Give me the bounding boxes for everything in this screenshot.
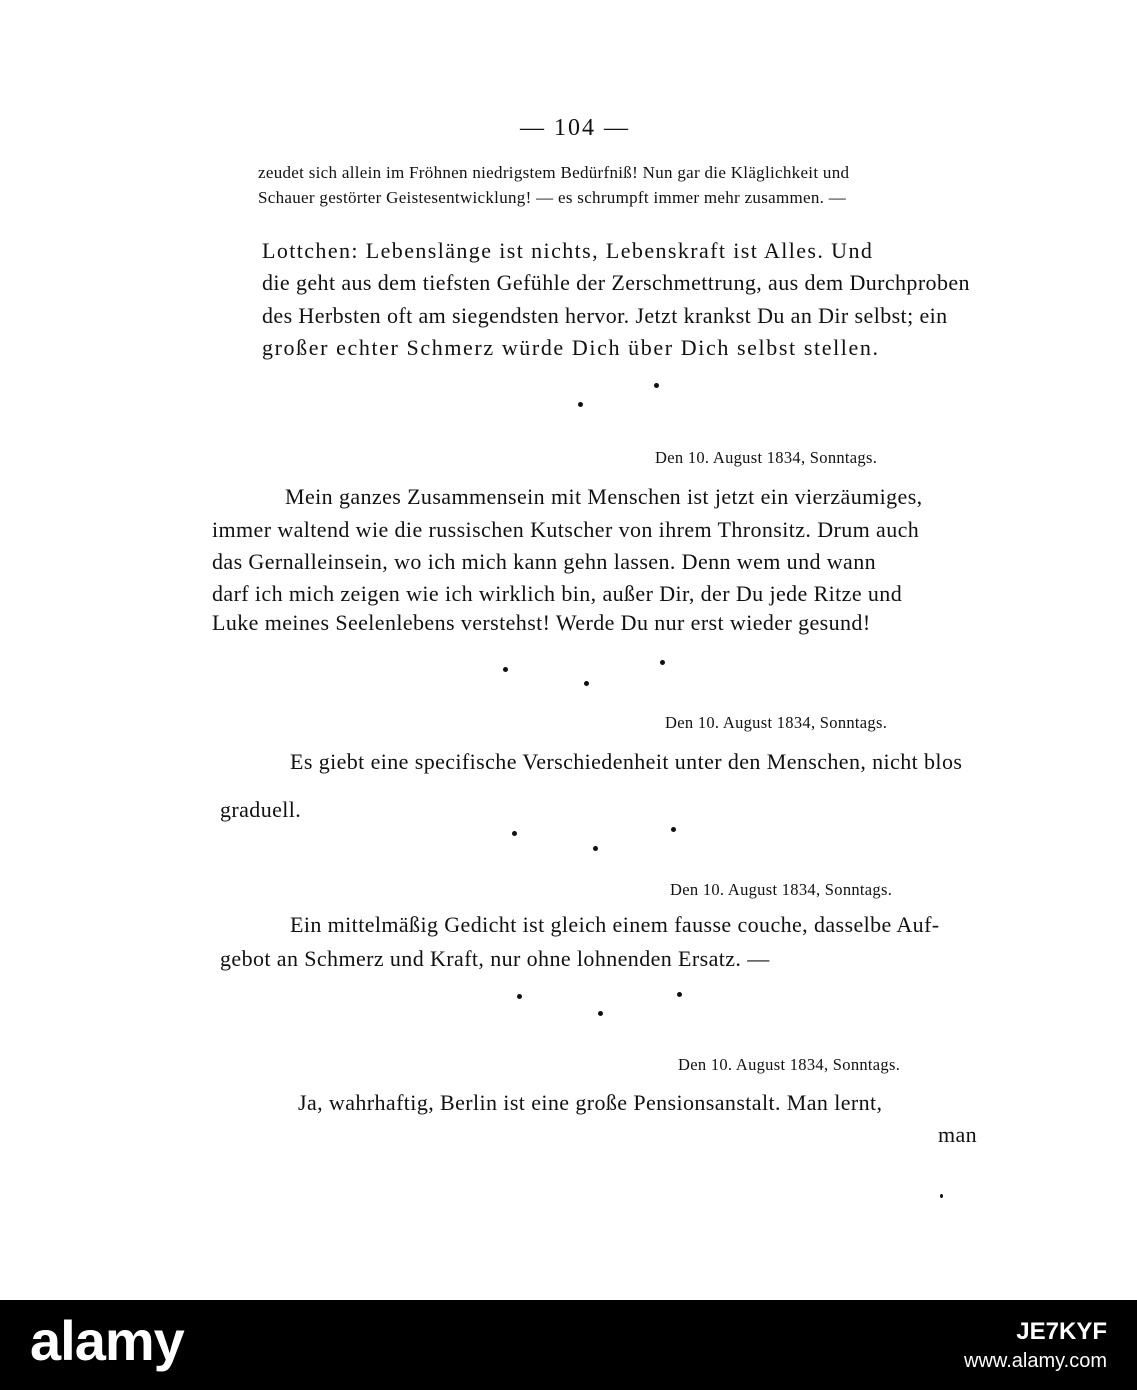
separator-dot <box>517 994 522 999</box>
separator-dot <box>598 1011 603 1016</box>
text-line: Lottchen: Lebenslänge ist nichts, Lebenskraft ist Alles. Und <box>262 238 874 263</box>
separator-dot <box>671 827 676 832</box>
text-line: darf ich mich zeigen wie ich wirklich bin, außer Dir, der Du jede Ritze und <box>212 581 903 606</box>
text-line: die geht aus dem tiefsten Gefühle der Zerschmettrung, aus dem Durchproben <box>262 270 970 295</box>
text-line: gebot an Schmerz und Kraft, nur ohne lohnenden Ersatz. — <box>220 946 770 971</box>
text-line: großer echter Schmerz würde Dich über Dich selbst stellen. <box>262 335 880 360</box>
separator-dot <box>677 992 682 997</box>
separator-dot <box>654 383 659 388</box>
separator-dot <box>593 846 598 851</box>
dateline: Den 10. August 1834, Sonntags. <box>665 713 888 732</box>
text-line: Es giebt eine specifische Verschiedenheit unter den Menschen, nicht blos <box>290 749 963 774</box>
separator-dot <box>940 1194 943 1198</box>
dateline: Den 10. August 1834, Sonntags. <box>678 1055 901 1074</box>
image-id: JE7KYF <box>1016 1318 1107 1345</box>
catchword: man <box>938 1122 978 1147</box>
dateline: Den 10. August 1834, Sonntags. <box>670 880 893 899</box>
separator-dot <box>503 667 508 672</box>
text-line: Mein ganzes Zusammensein mit Menschen ist jetzt ein vierzäumiges, <box>285 484 923 509</box>
dateline: Den 10. August 1834, Sonntags. <box>655 448 878 467</box>
alamy-logo: alamy <box>30 1309 184 1372</box>
page-number: — 104 — <box>520 115 630 141</box>
text-line: Schauer gestörter Geistesentwicklung! — es schrumpft immer mehr zusammen. — <box>258 188 847 207</box>
text-line: das Gernalleinsein, wo ich mich kann gehn lassen. Denn wem und wann <box>212 549 877 574</box>
separator-dot <box>512 831 517 836</box>
separator-dot <box>584 681 589 686</box>
watermark-banner <box>0 1300 1137 1390</box>
separator-dot <box>578 402 583 407</box>
site-url: www.alamy.com <box>964 1350 1107 1372</box>
text-line: graduell. <box>220 797 302 822</box>
text-line: Luke meines Seelenlebens verstehst! Werde Du nur erst wieder gesund! <box>212 610 871 635</box>
text-line: Ja, wahrhaftig, Berlin ist eine große Pensionsanstalt. Man lernt, <box>298 1090 883 1115</box>
text-line: Ein mittelmäßig Gedicht ist gleich einem fausse couche, dasselbe Auf- <box>290 912 940 937</box>
separator-dot <box>660 660 665 665</box>
text-line: des Herbsten oft am siegendsten hervor. Jetzt krankst Du an Dir selbst; ein <box>262 303 948 328</box>
text-line: zeudet sich allein im Fröhnen niedrigstem Bedürfniß! Nun gar die Kläglichkeit und <box>258 163 850 182</box>
text-line: immer waltend wie die russischen Kutscher von ihrem Thronsitz. Drum auch <box>212 517 920 542</box>
